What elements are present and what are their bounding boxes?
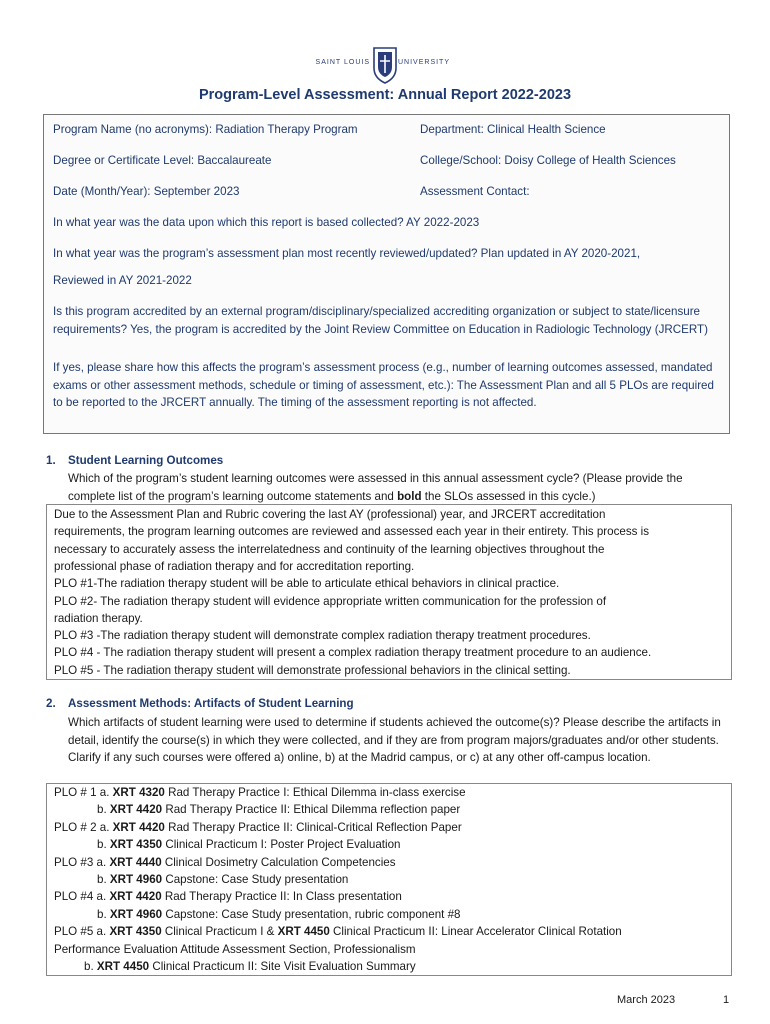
course-code: XRT 4960 [109,907,163,921]
artifact-label: b. [97,873,110,886]
artifact-label: b. [84,960,97,973]
course-code: XRT 4450 [96,960,150,973]
artifact-line [97,803,460,816]
plo-statement-line: PLO #1-The radiation therapy student will be able to articulate ethical behaviors in clinical practice. [54,577,560,591]
section-2-answer-box [46,783,732,976]
plan-review-question: In what year was the program’s assessment plan most recently reviewed/updated? Plan updated in AY 2020-2021, [53,247,641,260]
artifact-description: Clinical Practicum II: Linear Accelerator Clinical Rotation [329,925,622,939]
artifact-label: b. [97,803,110,817]
artifact-label: PLO #5 a. [54,925,110,939]
artifact-description: Clinical Practicum II: Site Visit Evaluation Summary [149,960,416,973]
college-school: College/School: Doisy College of Health Sciences [420,154,676,167]
course-code: XRT 4350 [109,838,163,852]
course-code: XRT 4440 [109,855,162,869]
logo-text-right: UNIVERSITY [398,59,451,66]
artifact-line [54,943,416,956]
section-1-heading: Student Learning Outcomes [68,454,224,467]
plo-statement-line: PLO #2- The radiation therapy student will evidence appropriate written communication for the profession of [54,594,607,608]
course-code: XRT 4420 [109,890,162,904]
artifact-description: Rad Therapy Practice II: Ethical Dilemma reflection paper [162,803,461,817]
university-logo [0,46,770,86]
plo-statement-line: PLO #3 -The radiation therapy student will demonstrate complex radiation therapy treatment procedures. [54,629,591,643]
artifact-label: Performance Evaluation Attitude Assessment Section, Professionalism [54,942,416,956]
artifact-line [84,960,416,973]
artifact-description: Capstone: Case Study presentation [162,873,349,886]
degree-level: Degree or Certificate Level: Baccalaureate [53,154,272,167]
artifact-label: PLO # 1 a. [54,786,113,799]
artifact-label: PLO # 2 a. [54,820,113,834]
section-2-heading: Assessment Methods: Artifacts of Student Learning [68,697,354,710]
section-1-question: Which of the program’s student learning outcomes were assessed in this annual assessment cycle? (Please provide the complete list of the program’s learning outcome statements and bold the SLOs assessed in this cycle.) [68,472,683,503]
section-1-answer-box [46,504,732,680]
plo-statement-line: radiation therapy. [54,611,143,625]
artifact-line [97,838,401,851]
artifact-description: Rad Therapy Practice I: Ethical Dilemma in-class exercise [164,786,466,799]
program-name: Program Name (no acronyms): Radiation Therapy Program [53,123,358,136]
data-year-question: In what year was the data upon which this report is based collected? AY 2022-2023 [53,216,480,229]
course-code: XRT 4420 [109,803,163,817]
artifact-label: PLO #4 a. [54,890,110,904]
plo-statement-line: Due to the Assessment Plan and Rubric covering the last AY (professional) year, and JRCERT accreditation [54,508,606,521]
course-code: XRT 4320 [112,786,165,799]
plo-statement-line: requirements, the program learning outcomes are reviewed and assessed each year in their entirety. This process is [54,525,650,539]
section-2-number: 2. [46,697,56,710]
page-title: Program-Level Assessment: Annual Report 2022-2023 [198,87,572,103]
accreditation-effects: If yes, please share how this affects the program’s assessment process (e.g., number of learning outcomes assessed, mandated exams or other assessment methods, schedule or timing of assessment, etc.): The Assessment Plan and all 5 PLOs are required to be reported to the JRCERT annually. The timing of the assessment reporting is not affected. [53,361,714,410]
artifact-line [54,786,466,799]
course-code: XRT 4960 [109,873,163,886]
artifact-label: b. [97,838,110,852]
course-code: XRT 4420 [112,820,165,834]
artifact-line [54,821,462,834]
section-1-number: 1. [46,454,56,467]
university-shield-icon [372,46,398,84]
artifact-description: Clinical Practicum I: Poster Project Evaluation [162,838,401,852]
artifact-label: b. [97,907,110,921]
artifact-description: Rad Therapy Practice II: In Class presentation [161,890,402,904]
plo-statement-line: necessary to accurately assess the interrelatedness and continuity of the learning objectives throughout the [54,542,605,556]
footer-date: March 2023 [617,994,676,1006]
plan-review-answer: Reviewed in AY 2021-2022 [53,274,192,287]
report-date: Date (Month/Year): September 2023 [53,185,240,198]
assessment-contact: Assessment Contact: [420,185,530,198]
artifact-line [54,925,622,938]
artifact-description: Rad Therapy Practice II: Clinical-Critical Reflection Paper [164,820,462,834]
course-code: XRT 4350 [109,925,162,939]
section-2-question: Which artifacts of student learning were used to determine if students achieved the outcome(s)? Please describe the artifacts in detail, identify the course(s) in which they were collected, and if they are from program majors/graduates and/or other students. Clarify if any such courses were offered a) online, b) at the Madrid campus, or c) at any other off-campus location. [68,716,721,765]
artifact-label: PLO #3 a. [54,855,110,869]
artifact-line [97,908,461,921]
artifact-line [54,856,396,869]
artifact-line [54,890,402,903]
plo-statement-line: PLO #5 - The radiation therapy student will demonstrate professional behaviors in the clinical setting. [54,663,571,677]
accreditation-question: Is this program accredited by an external program/disciplinary/specialized accrediting organization or subject to state/licensure requirements? Yes, the program is accredited by the Joint Review Committee on Education in Radiologic Technology (JRCERT) [53,305,708,336]
plo-statement-line: professional phase of radiation therapy and for accreditation reporting. [54,559,415,573]
plo-statement-line: PLO #4 - The radiation therapy student will present a complex radiation therapy treatment procedure to an audience. [54,646,652,660]
artifact-description: Capstone: Case Study presentation, rubric component #8 [162,907,461,921]
program-info-box [43,114,730,434]
artifact-line [97,873,348,886]
artifact-description: Clinical Practicum I & [161,925,278,939]
artifact-description: Clinical Dosimetry Calculation Competencies [161,855,396,869]
course-code: XRT 4450 [277,925,330,939]
page-number: 1 [723,994,730,1006]
department: Department: Clinical Health Science [420,123,606,136]
logo-text-left: SAINT LOUIS [315,59,370,66]
